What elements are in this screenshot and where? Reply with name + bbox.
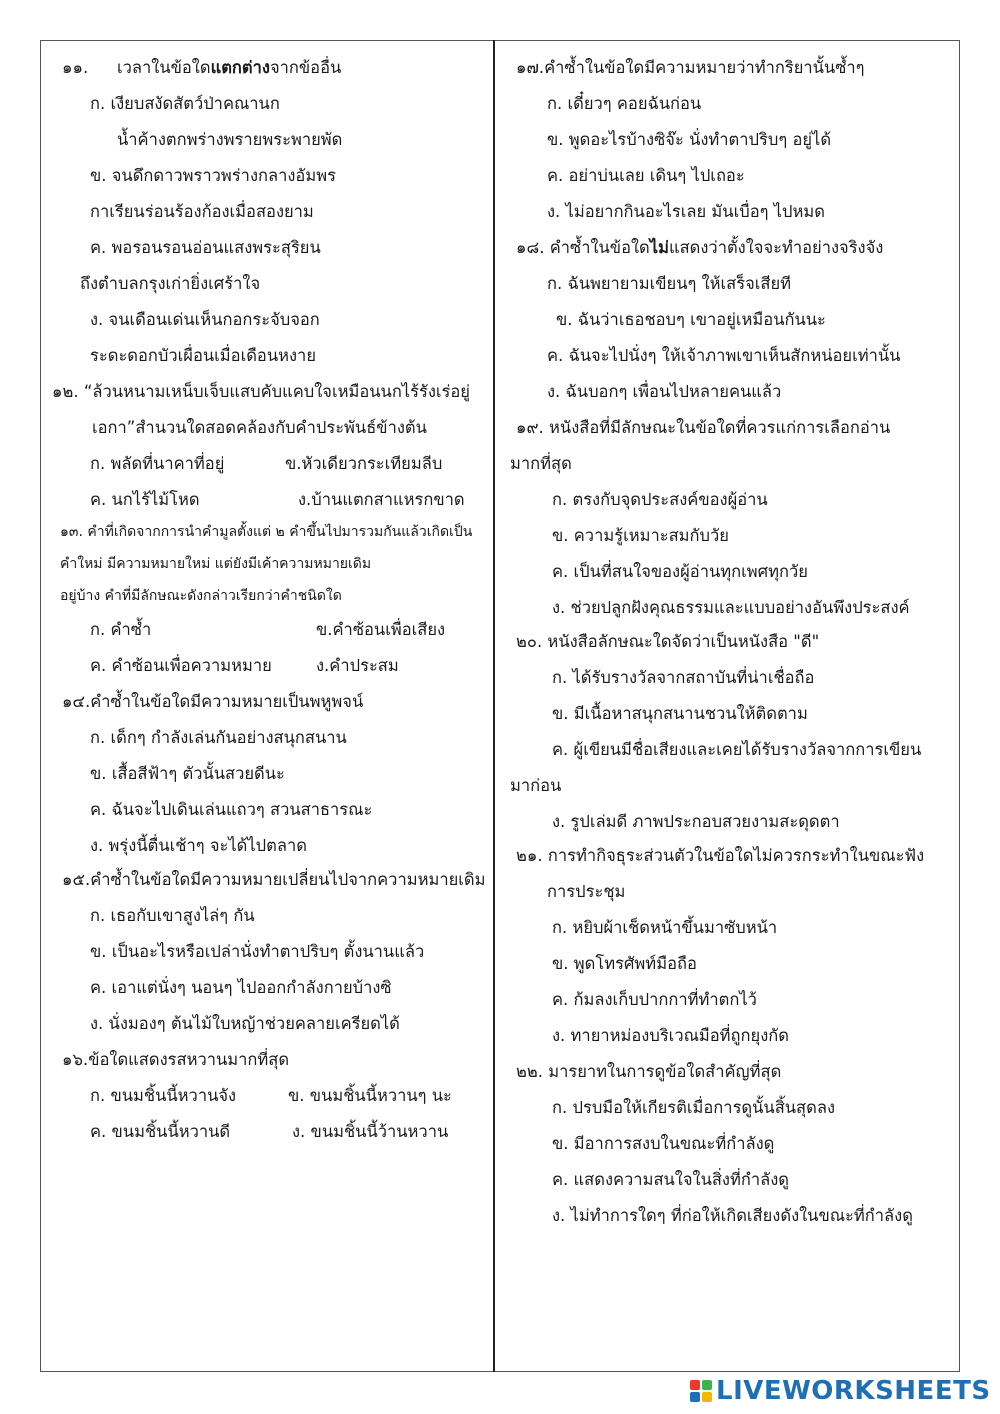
logo-text: LIVEWORKSHEETS: [716, 1376, 991, 1406]
text-line: ๑๖.ข้อใดแสดงรสหวานมากที่สุด: [62, 1050, 290, 1069]
text-line: ค. ฉันจะไปนั่งๆ ให้เจ้าภาพเขาเห็นสักหน่อยเท่านั้น: [547, 346, 901, 365]
text-line: ข. ฉันว่าเธอชอบๆ เขาอยู่เหมือนกันนะ: [556, 310, 826, 329]
text-line: ก. เงียบสงัดสัตว์ป่าคณานก: [90, 94, 280, 113]
text-line: ก. เด็กๆ กำลังเล่นกันอย่างสนุกสนาน: [90, 728, 347, 747]
text-line: ๒๑. การทำกิจธุระส่วนตัวในข้อใดไม่ควรกระทำในขณะฟัง: [516, 846, 925, 865]
text-line: ข.หัวเดียวกระเทียมลีบ: [285, 454, 443, 473]
text-line: ค. ฉันจะไปเดินเล่นแถวๆ สวนสาธารณะ: [90, 800, 373, 819]
text-line: ค. นกไร้ไม้โหด: [90, 490, 200, 509]
text-line: ข. ขนมชิ้นนี้หวานๆ นะ: [288, 1086, 452, 1105]
text-line: ค. แสดงความสนใจในสิ่งที่กำลังดู: [552, 1170, 790, 1189]
text-line: ค. คำซ้อนเพื่อความหมาย: [90, 656, 272, 675]
text-line: เวลาในข้อใดแตกต่างจากข้ออื่น: [117, 58, 342, 77]
text-line: ง. ทายาหม่องบริเวณมือที่ถูกยุงกัด: [552, 1026, 789, 1045]
text-line: กาเรียนร่อนร้องก้องเมื่อสองยาม: [90, 202, 314, 221]
text-line: ก. ฉันพยายามเขียนๆ ให้เสร็จเสียที: [547, 274, 792, 293]
text-line: ข.คำซ้อนเพื่อเสียง: [316, 620, 446, 639]
text-line: ง. ไม่ทำการใดๆ ที่ก่อให้เกิดเสียงดังในขณะที่กำลังดู: [552, 1206, 913, 1225]
text-line: ค. อย่าบ่นเลย เดินๆ ไปเถอะ: [547, 166, 745, 185]
text-line: ๑๗.คำซ้ำในข้อใดมีความหมายว่าทำกริยานั้นซ้ำๆ: [516, 58, 865, 77]
text-line: ก. หยิบผ้าเช็ดหน้าขึ้นมาซับหน้า: [552, 918, 778, 937]
text-line: ง. ฉันบอกๆ เพื่อนไปหลายคนแล้ว: [547, 382, 782, 401]
text-line: เอกา”สำนวนใดสอดคล้องกับคำประพันธ์ข้างต้น: [92, 418, 427, 437]
logo-mark-icon: [690, 1380, 712, 1402]
text-line: ข. พูดโทรศัพท์มือถือ: [552, 954, 697, 973]
text-line: ง. จนเดือนเด่นเห็นกอกระจับจอก: [90, 310, 320, 329]
text-line: ง.คำประสม: [316, 656, 399, 675]
text-line: ง. นั่งมองๆ ต้นไม้ใบหญ้าช่วยคลายเครียดได้: [90, 1014, 400, 1033]
text-line: ข. มีเนื้อหาสนุกสนานชวนให้ติดตาม: [552, 704, 808, 723]
text-line: ๑๙. หนังสือที่มีลักษณะในข้อใดที่ควรแก่การเลือกอ่าน: [516, 418, 891, 437]
text-line: ถึงตำบลกรุงเก่ายิ่งเศร้าใจ: [80, 274, 261, 293]
text-line: ข. ความรู้เหมาะสมกับวัย: [552, 526, 729, 545]
text-line: ๒๒. มารยาทในการดูข้อใดสำคัญที่สุด: [516, 1062, 782, 1081]
text-line: อยู่บ้าง คำที่มีลักษณะดังกล่าวเรียกว่าคำชนิดใด: [60, 588, 342, 604]
text-line: ข. เสื้อสีฟ้าๆ ตัวนั้นสวยดีนะ: [90, 764, 285, 783]
text-line: มากที่สุด: [510, 454, 572, 473]
text-line: ๑๑.: [62, 58, 89, 77]
text-line: ค. เป็นที่สนใจของผู้อ่านทุกเพศทุกวัย: [552, 562, 808, 581]
text-line: ค. ผู้เขียนมีชื่อเสียงและเคยได้รับรางวัลจากการเขียน: [552, 740, 922, 759]
text-line: ก. เธอกับเขาสูงไล่ๆ กัน: [90, 906, 255, 925]
text-line: ง. ช่วยปลูกฝังคุณธรรมและแบบอย่างอันพึงประสงค์: [552, 598, 910, 617]
text-line: ค. เอาแต่นั่งๆ นอนๆ ไปออกกำลังกายบ้างซิ: [90, 978, 392, 997]
text-line: ข. พูดอะไรบ้างซิจ๊ะ นั่งทำตาปริบๆ อยู่ได้: [547, 130, 832, 149]
text-line: ๑๒. “ล้วนหนามเหน็บเจ็บแสบคับแคบใจเหมือนนกไร้รังเร่อยู่: [52, 382, 470, 401]
text-line: ก. ขนมชิ้นนี้หวานจัง: [90, 1086, 237, 1105]
text-line: ๑๕.คำซ้ำในข้อใดมีความหมายเปลี่ยนไปจากความหมายเดิม: [62, 870, 486, 889]
text-line: ระดะดอกบัวเผื่อนเมื่อเดือนหงาย: [90, 346, 316, 365]
text-line: ง. รูปเล่มดี ภาพประกอบสวยงามสะดุดตา: [552, 812, 840, 831]
text-line: ง. พรุ่งนี้ตื่นเช้าๆ จะได้ไปตลาด: [90, 836, 307, 855]
text-line: ง. ไม่อยากกินอะไรเลย มันเบื่อๆ ไปหมด: [547, 202, 825, 221]
text-line: ก. ตรงกับจุดประสงค์ของผู้อ่าน: [552, 490, 768, 509]
column-divider: [493, 40, 495, 1372]
text-line: การประชุม: [547, 882, 626, 901]
text-line: ค. ขนมชิ้นนี้หวานดี: [90, 1122, 231, 1141]
text-line: ก. พลัดที่นาคาที่อยู่: [90, 454, 225, 473]
text-line: ก. คำซ้ำ: [90, 620, 152, 639]
text-line: ง.บ้านแตกสาแหรกขาด: [298, 490, 465, 509]
liveworksheets-logo: [690, 1376, 991, 1406]
text-line: ข. เป็นอะไรหรือเปล่านั่งทำตาปริบๆ ตั้งนานแล้ว: [90, 942, 425, 961]
text-line: ก. ปรบมือให้เกียรติเมื่อการดูนั้นสิ้นสุดลง: [552, 1098, 836, 1117]
text-line: ข. มีอาการสงบในขณะที่กำลังดู: [552, 1134, 775, 1153]
text-line: ค. ก้มลงเก็บปากกาที่ทำตกไว้: [552, 990, 757, 1009]
text-line: ค. พอรอนรอนอ่อนแสงพระสุริยน: [90, 238, 321, 257]
text-line: คำใหม่ มีความหมายใหม่ แต่ยังมีเค้าความหมายเดิม: [60, 556, 372, 572]
text-line: น้ำค้างตกพร่างพรายพระพายพัด: [117, 130, 343, 149]
text-line: ก. ได้รับรางวัลจากสถาบันที่น่าเชื่อถือ: [552, 668, 815, 687]
text-line: ๑๓. คำที่เกิดจากการนำคำมูลตั้งแต่ ๒ คำขึ้นไปมารวมกันแล้วเกิดเป็น: [60, 524, 473, 540]
text-line: ๑๘. คำซ้ำในข้อใดไม่แสดงว่าตั้งใจจะทำอย่างจริงจัง: [516, 238, 884, 257]
text-line: ง. ขนมชิ้นนี้ว้านหวาน: [292, 1122, 449, 1141]
text-line: มาก่อน: [510, 776, 562, 795]
text-line: ๑๔.คำซ้ำในข้อใดมีความหมายเป็นพหูพจน์: [62, 692, 364, 711]
text-line: ก. เดี๋ยวๆ คอยฉันก่อน: [547, 94, 702, 113]
text-line: ข. จนดึกดาวพราวพร่างกลางอัมพร: [90, 166, 336, 185]
text-line: ๒๐. หนังสือลักษณะใดจัดว่าเป็นหนังสือ "ดี": [516, 632, 820, 651]
